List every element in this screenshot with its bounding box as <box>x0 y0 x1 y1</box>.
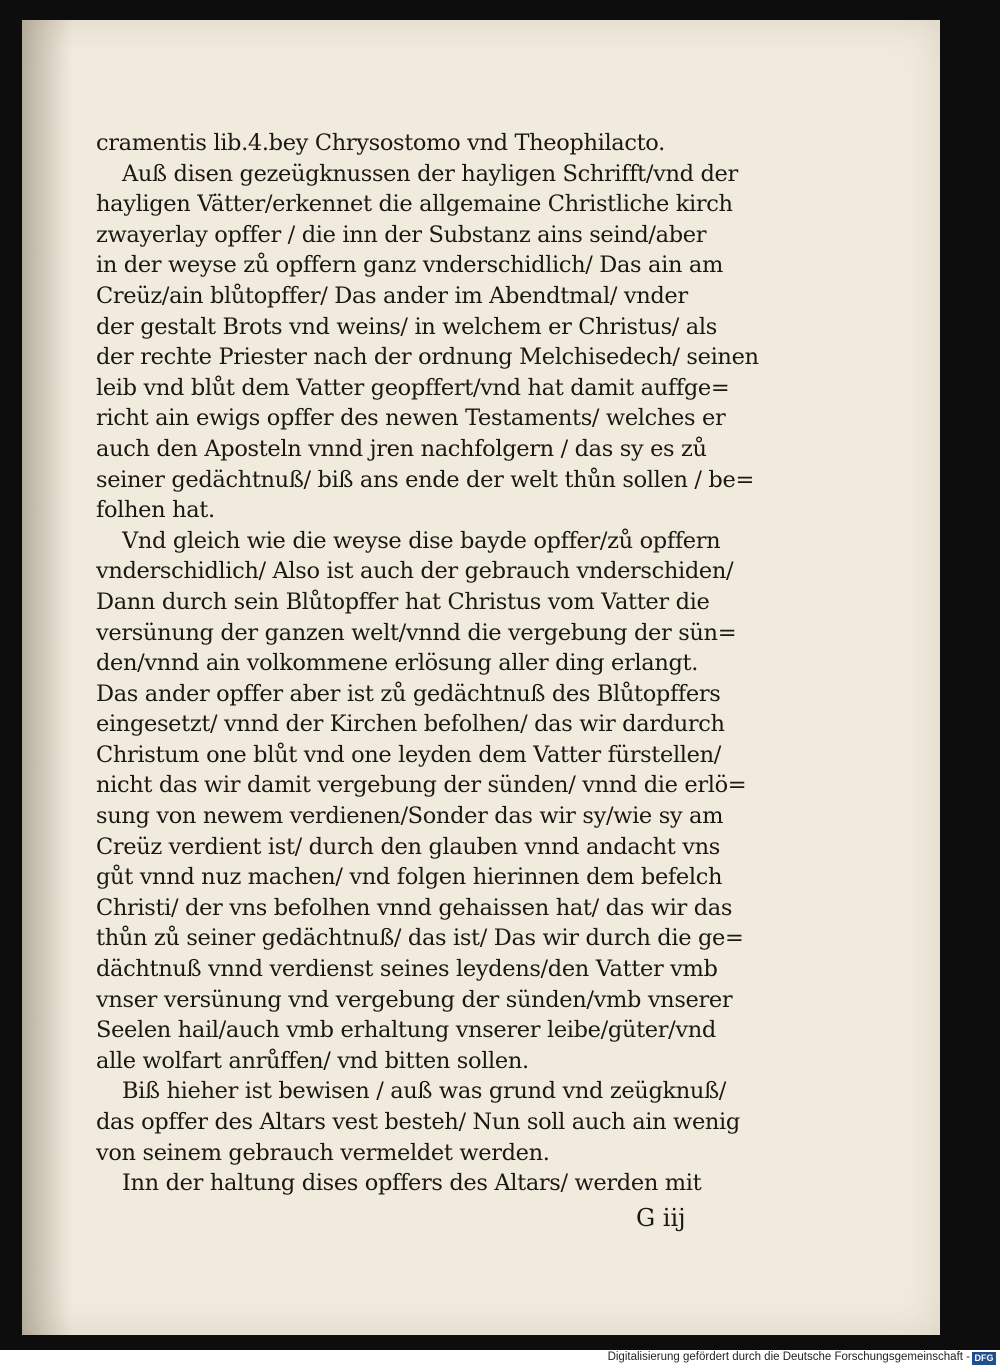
text-line: leib vnd blůt dem Vatter geopffert/vnd hat damit auffge= <box>96 374 730 401</box>
text-line: das opffer des Altars vest besteh/ Nun soll auch ain wenig <box>96 1109 740 1135</box>
text-line: richt ain ewigs opffer des newen Testaments/ welches er <box>96 405 726 432</box>
text-line: den/vnnd ain volkommene erlösung aller ding erlangt. <box>96 650 699 677</box>
text-line: seiner gedächtnuß/ biß ans ende der welt thůn sollen / be= <box>96 466 754 493</box>
text-line: vnser versünung vnd vergebung der sünden/vmb vnserer <box>96 986 733 1013</box>
text-line: von seinem gebrauch vermeldet werden. <box>96 1139 550 1166</box>
text-line: der rechte Priester nach der ordnung Melchisedech/ seinen <box>96 344 759 371</box>
text-line: in der weyse zů opffern ganz vnderschidlich/ Das ain am <box>96 252 723 279</box>
text-line: gůt vnnd nuz machen/ vnd folgen hierinnen dem befelch <box>96 864 723 891</box>
text-line: Das ander opffer aber ist zů gedächtnuß des Blůtopffers <box>96 680 721 707</box>
text-line: auch den Aposteln vnnd jren nachfolgern / das sy es zů <box>96 435 707 462</box>
gutter-shadow <box>22 20 72 1335</box>
text-line: der gestalt Brots vnd weins/ in welchem er Christus/ als <box>96 313 717 340</box>
text-line: Creüz/ain blůtopffer/ Das ander im Abendtmal/ vnder <box>96 282 688 309</box>
footer-credit: Digitalisierung gefördert durch die Deutsche Forschungsgemeinschaft - <box>607 1351 970 1363</box>
text-line: folhen hat. <box>96 497 215 524</box>
text-line: alle wolfart anrůffen/ vnd bitten sollen. <box>96 1047 529 1074</box>
text-line: zwayerlay opffer / die inn der Substanz ains seind/aber <box>96 221 707 248</box>
text-line: Biß hieher ist bewisen / auß was grund vnd zeügknuß/ <box>122 1078 726 1105</box>
text-line: eingesetzt/ vnnd der Kirchen befolhen/ das wir dardurch <box>96 711 725 738</box>
text-line: vnderschidlich/ Also ist auch der gebrauch vnderschiden/ <box>96 558 734 585</box>
text-line: nicht das wir damit vergebung der sünden/ vnnd die erlö= <box>96 772 747 799</box>
text-line: thůn zů seiner gedächtnuß/ das ist/ Das wir durch die ge= <box>96 925 744 952</box>
dfg-logo-icon: DFG <box>972 1352 996 1365</box>
text-line: Seelen hail/auch vmb erhaltung vnserer leibe/güter/vnd <box>96 1017 716 1044</box>
text-line: Auß disen gezeügknussen der hayligen Schrifft/vnd der <box>122 160 738 187</box>
text-line: sung von newem verdienen/Sonder das wir sy/wie sy am <box>96 803 724 830</box>
text-line: Dann durch sein Blůtopffer hat Christus vom Vatter die <box>96 588 710 615</box>
text-line: dächtnuß vnnd verdienst seines leydens/den Vatter vmb <box>96 956 718 983</box>
text-line: Christi/ der vns befolhen vnnd gehaissen hat/ das wir das <box>96 894 733 921</box>
text-line: Creüz verdient ist/ durch den glauben vnnd andacht vns <box>96 833 720 860</box>
text-line: cramentis lib.4.bey Chrysostomo vnd Theophilacto. <box>96 130 665 156</box>
text-line: Inn der haltung dises opffers des Altars/ werden mit <box>122 1170 702 1197</box>
page-text <box>96 128 831 1199</box>
text-line: hayligen Vätter/erkennet die allgemaine Christliche kirch <box>96 191 733 218</box>
signature-mark: G iij <box>636 1204 686 1232</box>
text-line: Vnd gleich wie die weyse dise bayde opffer/zů opffern <box>122 527 721 554</box>
text-line: versünung der ganzen welt/vnnd die vergebung der sün= <box>96 619 737 646</box>
text-line: Christum one blůt vnd one leyden dem Vatter fürstellen/ <box>96 741 721 768</box>
